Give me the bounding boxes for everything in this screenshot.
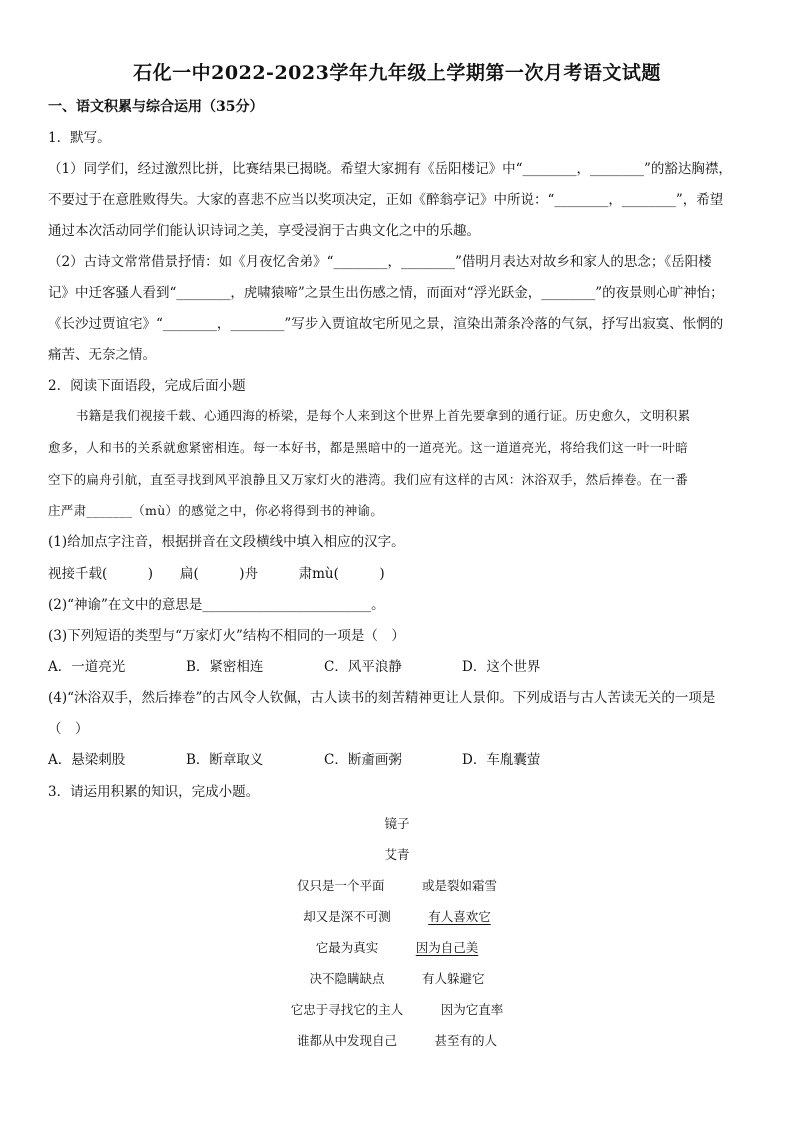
poem-line — [0, 969, 794, 989]
option-b: B．断章取义 — [186, 752, 264, 768]
poem-line-left: 它忠于寻找它的主人 — [290, 1002, 404, 1017]
poem-line-left: 决不隐瞒缺点 — [309, 971, 385, 986]
reading-paragraph-line3: 空下的扁舟引航，直至寻找到风平浪静且又万家灯火的港湾。我们应有这样的古风：沐浴双手，然后捧卷。在一番 — [48, 472, 689, 487]
poem-line-right-underlined: 有人喜欢它 — [428, 909, 491, 924]
poem-line-left: 仅只是一个平面 — [296, 878, 385, 893]
poem-line — [0, 1031, 794, 1051]
option-d: D．车胤囊萤 — [462, 752, 541, 768]
q1-part2-line2: 记》中迁客骚人看到“________，虎啸猿啼”之景生出伤感之情，而面对“浮光跃金，________”的夜景则心旷神怡； — [48, 285, 724, 301]
reading-paragraph-line2: 愈多，人和书的关系就愈紧密相连。每一本好书，都是黑暗中的一道亮光。这一道道亮光，将给我们这一叶一叶暗 — [48, 440, 689, 455]
poem-line-right: 有人躲避它 — [422, 971, 485, 986]
option-a: A．悬梁刺股 — [48, 752, 126, 768]
q1-part2-line4: 痛苦、无奈之情。 — [48, 347, 156, 363]
poem-line-right: 因为它直率 — [440, 1002, 504, 1017]
q2-subquestion-4-options — [48, 749, 750, 771]
q2-subquestion-4-line1: (4)“沐浴双手，然后捧卷”的古风令人钦佩，古人读书的刻苦精神更让人景仰。下列成语与古人苦读无关的一项是 — [48, 690, 716, 706]
poem-author: 艾青 — [384, 847, 410, 862]
q1-part1-line1: （1）同学们，经过激烈比拼，比赛结果已揭晓。希望大家拥有《岳阳楼记》中“________，________”的豁达胸襟， — [48, 161, 732, 177]
q2-subquestion-1: (1)给加点字注音，根据拼音在文段横线中填入相应的汉字。 — [48, 534, 405, 550]
option-c: C．风平浪静 — [324, 659, 402, 675]
q2-subquestion-4-line2: （ ） — [48, 721, 89, 737]
poem-line — [0, 907, 794, 927]
reading-paragraph-line4: 庄严肃_______（mù）的感觉之中，你必将得到书的神谕。 — [48, 503, 384, 518]
poem-line-right: 甚至有的人 — [434, 1033, 498, 1048]
poem-line-right-underlined: 因为自己美 — [415, 940, 479, 955]
option-c: C．断齑画粥 — [324, 752, 402, 768]
q2-subquestion-3-options — [48, 656, 750, 678]
poem-line-left: 却又是深不可测 — [303, 909, 391, 924]
poem-line-right: 或是裂如霜雪 — [422, 878, 498, 893]
q2-subquestion-3: (3)下列短语的类型与“万家灯火”结构不相同的一项是（ ） — [48, 628, 405, 644]
poem-line-left: 它最为真实 — [315, 940, 379, 955]
q1-part1-line3: 通过本次活动同学们能认识诗词之美，享受浸润于古典文化之中的乐趣。 — [48, 223, 480, 239]
option-a: A．一道亮光 — [48, 659, 126, 675]
q2-subquestion-2: (2)“神谕”在文中的意思是_________________________。 — [48, 597, 385, 613]
q1-part1-line2: 不要过于在意胜败得失。大家的喜悲不应当以奖项决定，正如《醉翁亭记》中所说：“________，________”，希望 — [48, 192, 724, 208]
q1-part2-line3: 《长沙过贾谊宅》“________，________”写步入贾谊故宅所见之景，渲染出萧条冷落的气氛，抒写出寂寞、怅惘的 — [48, 316, 724, 332]
question-3-heading: 3．请运用积累的知识，完成小题。 — [48, 784, 260, 800]
question-2-heading: 2．阅读下面语段，完成后面小题 — [48, 378, 246, 394]
option-d: D．这个世界 — [462, 659, 541, 675]
poem-line — [0, 876, 794, 896]
reading-paragraph-line1: 书籍是我们视接千载、心通四海的桥梁，是每个人来到这个世界上首先要拿到的通行证。历史愈久，文明积累 — [76, 408, 691, 423]
q1-part2-line1: （2）古诗文常常借景抒情：如《月夜忆舍弟》“________，________”借明月表达对故乡和家人的思念；《岳阳楼 — [48, 254, 712, 270]
poem-line-left: 谁都从中发现自己 — [296, 1033, 397, 1048]
option-b: B．紧密相连 — [186, 659, 264, 675]
poem-line — [0, 938, 794, 958]
question-1-heading: 1．默写。 — [48, 130, 111, 146]
page-title: 石化一中2022-2023学年九年级上学期第一次月考语文试题 — [133, 62, 661, 84]
poem-line — [0, 1000, 794, 1020]
q2-subquestion-1-items: 视接千载( ) 扁( )舟 肃mù( ) — [48, 566, 385, 582]
section-heading: 一、语文积累与综合运用（35分） — [48, 99, 264, 115]
poem-title: 镜子 — [384, 816, 410, 831]
